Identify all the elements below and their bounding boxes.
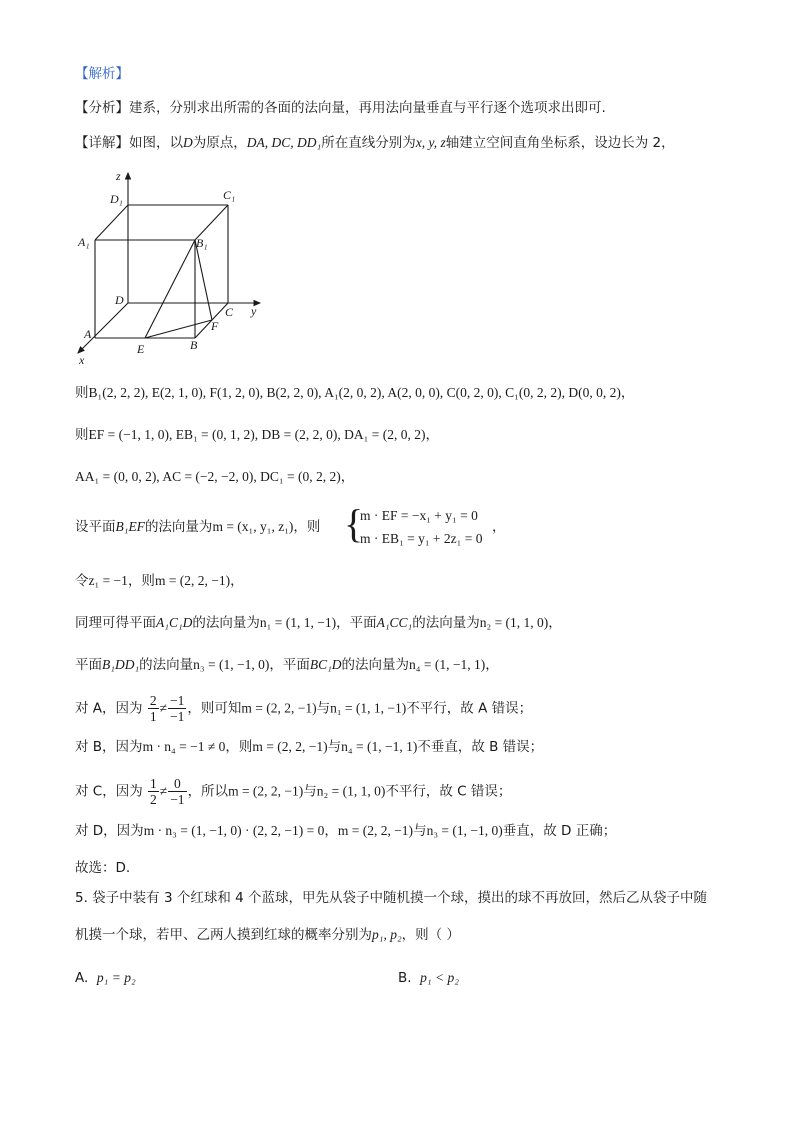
answer-line: 故选：D. [75, 860, 131, 876]
question5-line2 [75, 924, 460, 946]
label-c1: C₁ [223, 188, 236, 202]
let-text-a: 令 [75, 573, 89, 589]
plane-normals-line [75, 654, 499, 676]
axis-names: x, y, z [415, 135, 446, 150]
let-line [75, 570, 244, 592]
same-text-b: 的法向量为 [192, 615, 260, 631]
detail-paragraph [75, 132, 675, 154]
analysis-text: 建系，分别求出所需的各面的法向量，再用法向量垂直与平行逐个选项求出即可. [129, 100, 606, 116]
fraction-a1 [148, 693, 159, 724]
same-method-line [75, 612, 562, 634]
vectors1-text: EF = (−1, 1, 0), EB₁ = (0, 1, 2), DB = (2, 2, 0), DA₁ = (2, 0, 2)， [88, 427, 439, 442]
frac-c1-num: 1 [150, 776, 157, 791]
normal-m-line [75, 516, 320, 538]
choice-b-label: B. [398, 970, 412, 986]
option-c-with: 与 [303, 783, 317, 800]
edge-b1c1 [195, 205, 228, 240]
frac-c2-den: −1 [170, 792, 185, 807]
let-text-b: ，则 [127, 573, 155, 589]
option-a-text-b: ，则可知 [187, 700, 242, 717]
fraction-c2 [168, 776, 186, 807]
label-d: D [115, 293, 124, 307]
let-result: m = (2, 2, −1) [154, 573, 231, 588]
option-c-text-a: 对 C，因为 [75, 783, 143, 800]
option-b-line [75, 736, 543, 758]
detail-tag: 【详解】 [75, 135, 129, 151]
frac-a2-den: −1 [170, 709, 185, 724]
coords-prefix: 则 [75, 385, 89, 401]
same-text-c: ，平面 [336, 615, 377, 631]
vector-n2: n₂ = (1, 1, 0) [479, 615, 549, 630]
option-d-text-c: 垂直，故 D 正确； [502, 823, 617, 839]
label-a1: A₁ [78, 235, 90, 249]
question5-text-b: ，则（ ） [401, 927, 460, 943]
same-text-d: 的法向量为 [412, 615, 480, 631]
detail-text-d: 轴建立空间直角坐标系，设边长为 2， [445, 135, 675, 151]
option-a-expr2: n₁ = (1, 1, −1) [330, 700, 407, 716]
plane-a1c1d: A₁C₁D [156, 615, 193, 630]
coords-text: B₁(2, 2, 2), E(2, 1, 0), F(1, 2, 0), B(2, 2, 0), A₁(2, 0, 2), A(2, 0, 0), C(0, 2, 0), C₁(0, 2, 2), D(0, 0, 2)， [88, 385, 635, 400]
normal-m-text-b: 的法向量为 [144, 519, 213, 535]
label-y: y [251, 304, 257, 318]
option-a-line [75, 693, 532, 724]
choice-b[interactable] [398, 967, 459, 989]
label-b1: B₁ [196, 236, 208, 250]
option-b-text-b: ，则 [225, 739, 253, 755]
question5-text-a: 机摸一个球，若甲、乙两人摸到红球的概率分别为 [75, 927, 372, 943]
axis-lines: DA, DC, DD₁ [246, 135, 322, 150]
label-c: C [225, 305, 234, 319]
plane-b1ef: B₁EF [115, 519, 145, 534]
option-d-sep: ， [324, 823, 338, 839]
option-d-expr2: m = (2, 2, −1) [337, 823, 414, 838]
option-b-text-a: 对 B，因为 [75, 739, 143, 755]
choice-a-text: p₁ = p₂ [96, 970, 136, 985]
label-z: z [116, 169, 121, 183]
label-d1: D₁ [110, 192, 123, 206]
option-a-expr: m = (2, 2, −1) [241, 700, 317, 716]
detail-text-a: 如图，以 [129, 135, 183, 151]
plane-bc1d: BC₁D [309, 657, 342, 672]
coordinates-line [75, 382, 634, 404]
option-a-text-c: 不平行，故 A 错误； [406, 700, 533, 717]
option-b-expr2: m = (2, 2, −1) [252, 739, 328, 754]
let-tail: ， [230, 573, 244, 589]
vectors2-text: AA₁ = (0, 0, 2), AC = (−2, −2, 0), DC₁ = (0, 2, 2)， [75, 469, 355, 484]
vectors-line-2 [75, 466, 354, 488]
segment-b1e [145, 240, 195, 338]
system-brace: { [344, 501, 364, 546]
question5-vars: p₁, p₂ [372, 927, 402, 942]
vector-n3: n₃ = (1, −1, 0) [193, 657, 270, 672]
plane-tail: ， [485, 657, 499, 673]
vectors-line-1 [75, 424, 439, 446]
option-b-expr3: n₄ = (1, −1, 1) [341, 739, 418, 754]
option-d-expr3: n₃ = (1, −1, 0) [426, 823, 503, 838]
frac-c1-den: 2 [150, 792, 157, 807]
option-c-expr: m = (2, 2, −1) [228, 783, 304, 799]
option-c-text-c: 不平行，故 C 错误； [385, 783, 512, 800]
option-b-text-c: 不垂直，故 B 错误； [417, 739, 544, 755]
analysis-paragraph [75, 97, 606, 119]
choice-b-text: p₁ < p₂ [420, 970, 459, 985]
option-a-text-a: 对 A，因为 [75, 700, 143, 717]
question5-line1: 5. 袋子中装有 3 个红球和 4 个蓝球，甲先从袋子中随机摸一个球，摸出的球不再放回，然后乙从袋子中随 [75, 890, 708, 906]
option-d-text-a: 对 D，因为 [75, 823, 144, 839]
vector-n1: n₁ = (1, 1, −1) [259, 615, 337, 630]
neq-a: ≠ [159, 700, 167, 716]
analysis-heading: 【解析】 [75, 66, 129, 82]
system-eq-2: m · EB₁ = y₁ + 2z₁ = 0 [360, 531, 483, 546]
fraction-a2 [168, 693, 186, 724]
plane-b1dd1: B₁DD₁ [102, 657, 140, 672]
same-text-a: 同理可得平面 [75, 615, 156, 631]
normal-m-text-a: 设平面 [75, 519, 116, 535]
choice-a[interactable] [75, 967, 136, 989]
segment-ef [145, 320, 212, 338]
plane-text-c: ，平面 [269, 657, 310, 673]
detail-text-b: 为原点， [192, 135, 247, 151]
option-d-line [75, 820, 616, 842]
fraction-c1 [148, 776, 159, 807]
label-a: A [84, 327, 92, 341]
cube-figure [70, 163, 270, 368]
option-c-line [75, 776, 511, 807]
option-b-expr: m · n₄ = −1 ≠ 0 [142, 739, 226, 754]
label-e: E [137, 342, 145, 356]
detail-text-c: 所在直线分别为 [321, 135, 416, 151]
system-tail: ， [492, 519, 506, 535]
option-b-with: 与 [327, 739, 342, 755]
plane-text-b: 的法向量 [139, 657, 194, 673]
frac-a2-num: −1 [170, 693, 185, 708]
normal-m-text-c: ，则 [293, 519, 321, 535]
neq-c: ≠ [159, 783, 168, 799]
option-c-expr2: n₂ = (1, 1, 0) [316, 783, 386, 799]
let-condition: z₁ = −1 [88, 573, 128, 588]
same-tail: ， [548, 615, 562, 631]
label-f: F [211, 319, 219, 333]
plane-text-d: 的法向量为 [341, 657, 410, 673]
label-b: B [190, 338, 198, 352]
analysis-tag: 【分析】 [75, 100, 129, 116]
label-x: x [79, 353, 85, 367]
plane-a1cc1: A₁CC₁ [376, 615, 413, 630]
option-a-with: 与 [316, 700, 331, 717]
option-d-expr: m · n₃ = (1, −1, 0) · (2, 2, −1) = 0 [143, 823, 325, 838]
frac-a1-num: 2 [149, 693, 157, 708]
vector-n4: n₄ = (1, −1, 1) [409, 657, 486, 672]
option-d-with: 与 [413, 823, 427, 839]
frac-c2-num: 0 [168, 776, 186, 792]
plane-text-a: 平面 [75, 657, 102, 673]
choice-a-label: A. [75, 970, 89, 986]
system-eq-1: m · EF = −x₁ + y₁ = 0 [360, 508, 478, 523]
vectors1-prefix: 则 [75, 427, 89, 443]
frac-a1-den: 1 [149, 709, 157, 724]
origin-label: D [183, 135, 193, 150]
edge-a1d1 [95, 205, 128, 240]
segment-b1f [195, 240, 212, 320]
option-c-text-b: ，所以 [187, 783, 229, 800]
normal-m-vector: m = (x₁, y₁, z₁) [212, 519, 294, 534]
